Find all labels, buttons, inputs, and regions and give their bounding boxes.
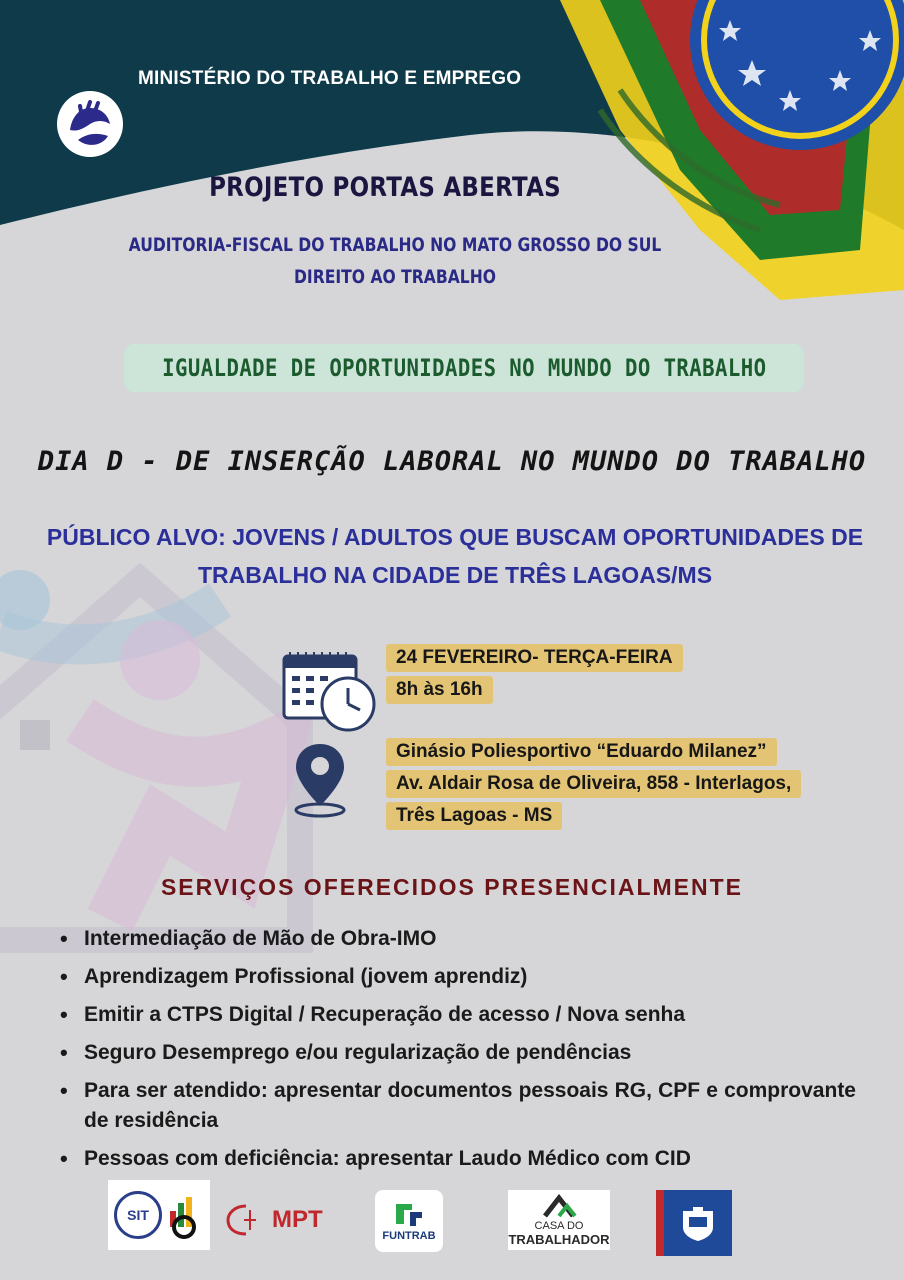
casa-do-trabalhador-logo [508, 1190, 610, 1250]
service-item: • Para ser atendido: apresentar documentos pessoais RG, CPF e comprovante de residência [60, 1076, 856, 1136]
municipal-coat-of-arms-logo [656, 1190, 732, 1256]
location-pin-icon [290, 740, 350, 818]
casa-logo-line-1: CASA DO [534, 1219, 584, 1232]
service-item: • Seguro Desemprego e/ou regularização de pendências [60, 1038, 856, 1068]
casa-emblem-icon [541, 1194, 577, 1220]
target-audience [30, 518, 880, 594]
equality-banner [124, 344, 804, 392]
subtitle-direito: DIREITO AO TRABALHO [293, 266, 497, 288]
bar-chart-logo-icon [166, 1191, 206, 1239]
ministry-name: MINISTÉRIO DO TRABALHO E EMPREGO [138, 68, 522, 89]
funtrab-emblem-icon [392, 1200, 426, 1228]
casa-logo-line-2: TRABALHADOR [508, 1231, 610, 1247]
service-item: • Pessoas com deficiência: apresentar Laudo Médico com CID [60, 1144, 856, 1174]
service-item: • Intermediação de Mão de Obra-IMO [60, 924, 856, 954]
coat-of-arms-icon [675, 1203, 721, 1243]
mpt-logo [226, 1200, 356, 1240]
target-audience-line-1: PÚBLICO ALVO: JOVENS / ADULTOS QUE BUSCAM OPORTUNIDADES DE [46, 524, 864, 550]
services-list [60, 924, 856, 1182]
event-city: Três Lagoas - MS [386, 802, 562, 830]
event-time: 8h às 16h [386, 676, 493, 704]
mpt-emblem-icon [226, 1202, 266, 1238]
equality-banner-text: IGUALDADE DE OPORTUNIDADES NO MUNDO DO TRABALHO [161, 354, 767, 382]
event-date: 24 FEVEREIRO- TERÇA-FEIRA [386, 644, 683, 672]
services-title: SERVIÇOS OFERECIDOS PRESENCIALMENTE [160, 874, 744, 900]
hands-logo-icon [56, 90, 124, 158]
service-item: • Aprendizagem Profissional (jovem aprendiz) [60, 962, 856, 992]
sit-logo-text: SIT [114, 1191, 162, 1239]
event-venue: Ginásio Poliesportivo “Eduardo Milanez” [386, 738, 777, 766]
partner-logos [0, 1180, 904, 1260]
target-audience-line-2: TRABALHO NA CIDADE DE TRÊS LAGOAS/MS [197, 562, 713, 588]
event-address: Av. Aldair Rosa de Oliveira, 858 - Interlagos, [386, 770, 801, 798]
funtrab-logo [375, 1190, 443, 1252]
mpt-logo-text: MPT [272, 1206, 323, 1233]
funtrab-logo-text: FUNTRAB [382, 1230, 436, 1242]
sit-logo [108, 1180, 210, 1250]
service-item: • Emitir a CTPS Digital / Recuperação de acesso / Nova senha [60, 1000, 856, 1030]
event-title: DIA D - DE INSERÇÃO LABORAL NO MUNDO DO TRABALHO [37, 446, 867, 477]
subtitle-auditoria: AUDITORIA-FISCAL DO TRABALHO NO MATO GROSSO DO SUL [128, 234, 662, 256]
project-title: PROJETO PORTAS ABERTAS [209, 172, 561, 203]
calendar-clock-icon [280, 646, 380, 736]
